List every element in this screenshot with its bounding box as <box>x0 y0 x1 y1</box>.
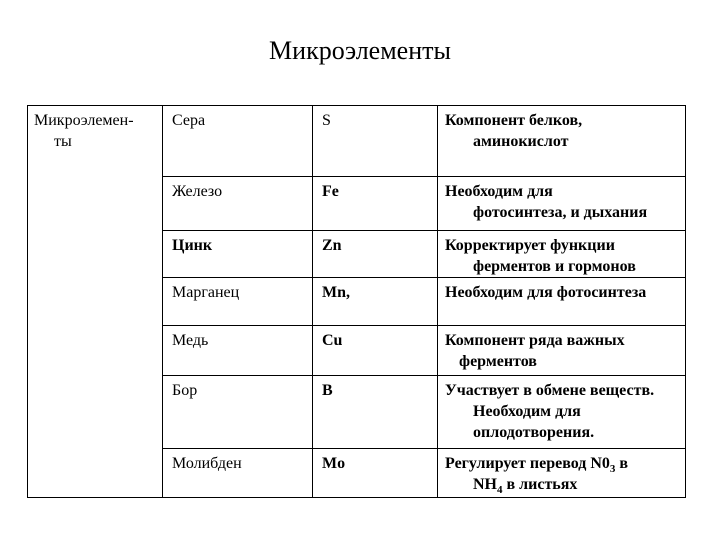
microelements-table <box>27 105 686 498</box>
table-row <box>28 106 686 177</box>
description-line: ферментов <box>459 353 537 370</box>
description-line: Необходим для фотосинтеза <box>445 284 647 301</box>
element-symbol: Cu <box>313 326 438 376</box>
element-symbol: Zn <box>313 231 438 278</box>
element-symbol: B <box>313 376 438 449</box>
description-line: Регулирует перевод $N0_3$ в <box>445 455 629 476</box>
category-label-line1: Микроэлемен- <box>34 112 134 129</box>
element-description <box>438 106 686 177</box>
description-line: Участвует в обмене веществ. <box>445 382 655 399</box>
element-symbol: Mn, <box>313 278 438 326</box>
element-description <box>438 177 686 231</box>
element-description <box>438 231 686 278</box>
element-name: Цинк <box>163 231 313 278</box>
element-description <box>438 449 686 498</box>
description-line: Корректирует функции <box>445 237 615 254</box>
description-line: Компонент ряда важных <box>445 332 625 349</box>
description-line: Необходим для <box>473 403 581 420</box>
description-line: Компонент белков, <box>445 112 583 129</box>
description-line: аминокислот <box>473 133 569 150</box>
element-description <box>438 278 686 326</box>
category-label-line2: ты <box>54 133 72 150</box>
element-name: Молибден <box>163 449 313 498</box>
category-cell <box>28 106 163 498</box>
element-symbol: S <box>313 106 438 177</box>
description-line: Необходим для <box>445 183 553 200</box>
element-name: Сера <box>163 106 313 177</box>
element-name: Бор <box>163 376 313 449</box>
element-name: Медь <box>163 326 313 376</box>
element-description <box>438 376 686 449</box>
description-line: фотосинтеза, и дыхания <box>473 204 648 221</box>
element-name: Железо <box>163 177 313 231</box>
description-line: ферментов и гормонов <box>473 258 636 275</box>
page-title: Микроэлементы <box>269 36 451 65</box>
element-description <box>438 326 686 376</box>
element-symbol: Mo <box>313 449 438 498</box>
description-line: оплодотворения. <box>473 424 595 441</box>
description-line: $NH_4$ в листьях <box>473 476 578 497</box>
element-symbol: Fe <box>313 177 438 231</box>
element-name: Марганец <box>163 278 313 326</box>
